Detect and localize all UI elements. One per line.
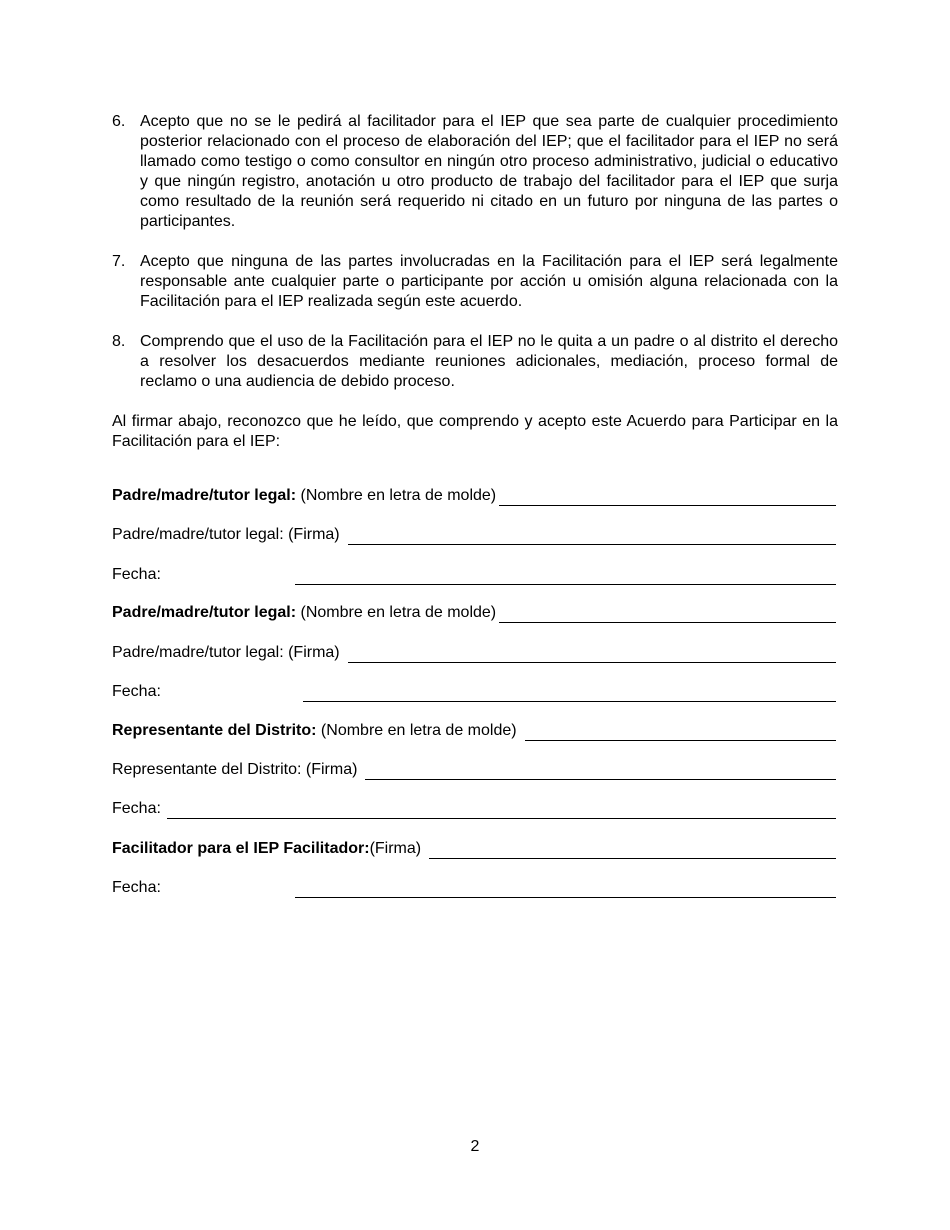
closing-statement: Al firmar abajo, reconozco que he leído, que comprendo y acepto este Acuerdo para Participar en la Facilitación para el IEP:: [112, 413, 838, 450]
district-date-row: [112, 797, 836, 819]
parent2-signature-line[interactable]: [348, 646, 836, 663]
field-label: Facilitador para el IEP Facilitador:(Firma): [112, 840, 422, 857]
district-signature-row: [112, 758, 836, 780]
field-label: Padre/madre/tutor legal: (Firma): [112, 644, 340, 661]
facilitator-signature-line[interactable]: [429, 842, 836, 859]
parent1-name-row: [112, 484, 836, 506]
parent1-signature-line[interactable]: [348, 528, 836, 545]
clause-number: 7.: [112, 253, 126, 270]
facilitator-date-row: [112, 876, 836, 898]
facilitator-date-line[interactable]: [295, 881, 836, 898]
parent1-signature-row: [112, 523, 836, 545]
district-name-row: [112, 719, 836, 741]
field-label: Fecha:: [112, 566, 161, 583]
field-label: Fecha:: [112, 683, 161, 700]
facilitator-signature-row: [112, 837, 836, 859]
parent2-date-line[interactable]: [303, 685, 836, 702]
parent2-name-row: [112, 601, 836, 623]
clause-8: [112, 332, 838, 392]
parent1-date-line[interactable]: [295, 568, 836, 585]
clause-text: Acepto que no se le pedirá al facilitador para el IEP que sea parte de cualquier procedimiento posterior relacionado con el proceso de elaboración del IEP; que el facilitador para el IEP no será llamado como testigo o como consultor en ningún otro proceso administrativo, judicial o educativo y que ningún registro, anotación u otro producto de trabajo del facilitador para el IEP que surja como resultado de la reunión será requerido ni citado en un futuro por ninguna de las partes o participantes.: [140, 113, 838, 230]
field-label: Fecha:: [112, 879, 161, 896]
parent2-name-line[interactable]: [499, 606, 836, 623]
district-signature-line[interactable]: [365, 763, 836, 780]
clause-7: [112, 252, 838, 312]
parent2-date-row: [112, 680, 836, 702]
parent1-date-row: [112, 563, 836, 585]
clause-number: 6.: [112, 113, 126, 130]
page-number: 2: [470, 1138, 480, 1155]
agreement-body: [112, 112, 838, 452]
field-label: Fecha:: [112, 800, 161, 817]
field-label: Representante del Distrito: (Nombre en letra de molde): [112, 722, 517, 739]
parent1-name-line[interactable]: [499, 489, 836, 506]
field-label: Padre/madre/tutor legal: (Nombre en letra de molde): [112, 604, 497, 621]
clause-text: Acepto que ninguna de las partes involucradas en la Facilitación para el IEP será legalmente responsable ante cualquier parte o participante por acción u omisión alguna relacionada con la Facilitación para el IEP realizada según este acuerdo.: [140, 253, 838, 310]
clause-number: 8.: [112, 333, 126, 350]
district-name-line[interactable]: [525, 724, 836, 741]
clause-text: Comprendo que el uso de la Facilitación para el IEP no le quita a un padre o al distrito el derecho a resolver los desacuerdos mediante reuniones adicionales, mediación, proceso formal de reclamo o una audiencia de debido proceso.: [140, 333, 838, 390]
parent2-signature-row: [112, 641, 836, 663]
field-label: Padre/madre/tutor legal: (Firma): [112, 526, 340, 543]
district-date-line[interactable]: [167, 802, 836, 819]
field-label: Representante del Distrito: (Firma): [112, 761, 358, 778]
field-label: Padre/madre/tutor legal: (Nombre en letra de molde): [112, 487, 497, 504]
clause-6: [112, 112, 838, 232]
